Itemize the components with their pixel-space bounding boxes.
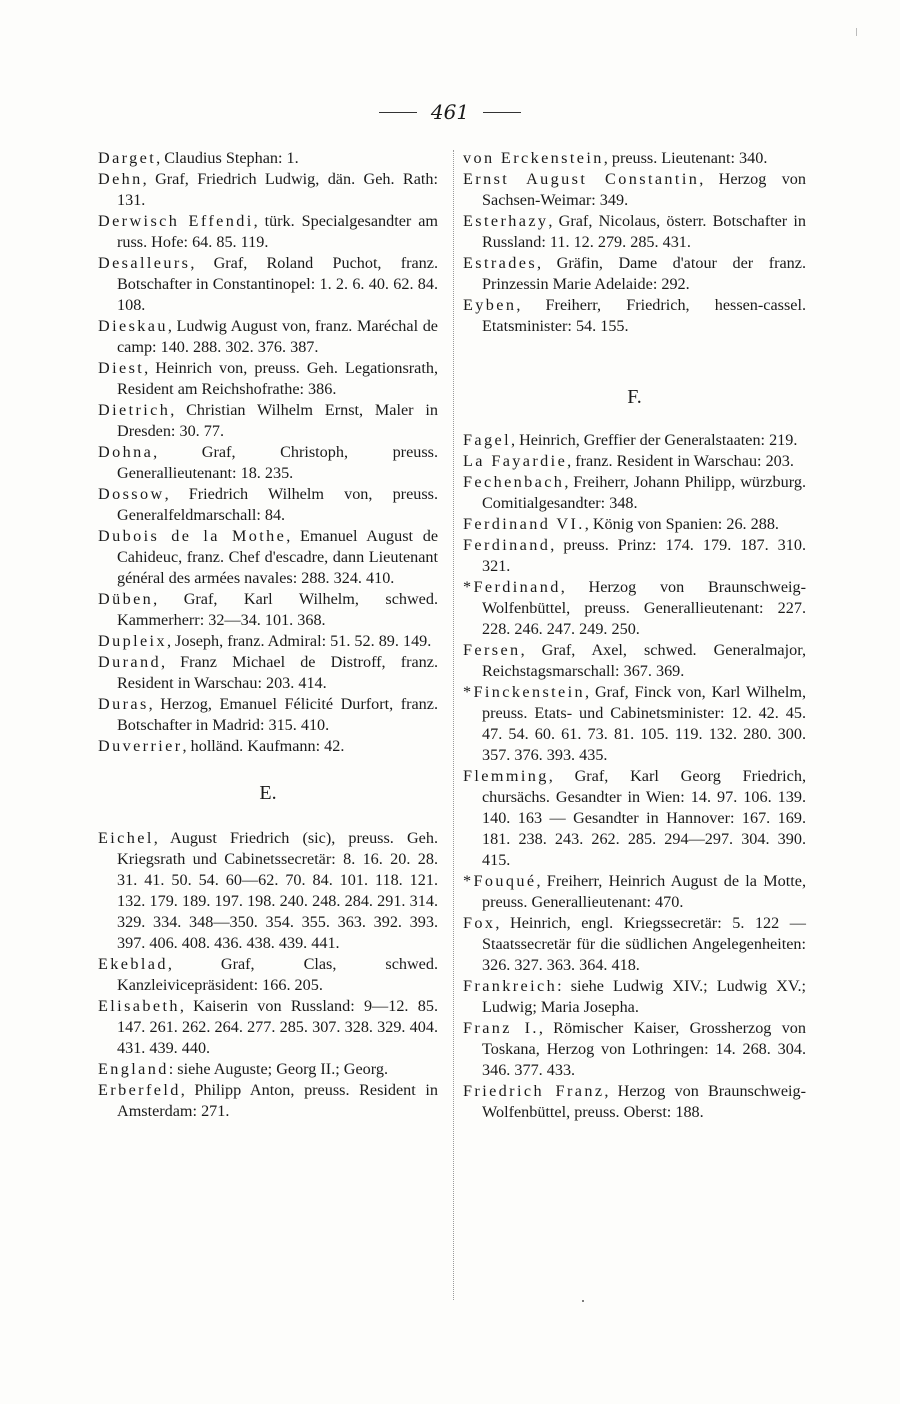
entry-name: Eichel (98, 829, 154, 847)
entry-text: , Graf, Friedrich Ludwig, dän. Geh. Rath: 131. (117, 170, 438, 209)
entry-name: Duverrier (98, 737, 183, 755)
entry-text: , Freiherr, Heinrich August de la Motte, preuss. Generallieutenant: 470. (482, 872, 806, 911)
page-header (0, 100, 900, 124)
entry-name: England (98, 1060, 169, 1078)
index-entry (463, 682, 806, 766)
index-entry (98, 211, 438, 253)
index-entry (98, 316, 438, 358)
index-entry (463, 169, 806, 211)
entry-text: , Gräfin, Dame d'atour der franz. Prinzessin Marie Adelaide: 292. (482, 254, 806, 293)
entry-text: , Graf, Finck von, Karl Wilhelm, preuss. Etats- und Cabinetsminister: 12. 42. 45. 47. 54. 60. 61. 73. 81. 105. 119. 132. 280. 300. 357. 376. 393. 435. (482, 683, 806, 764)
entry-name: Dehn (98, 170, 143, 188)
entry-text: , Emanuel August de Cahideuc, franz. Chef d'escadre, dann Lieutenant général des armées navales: 288. 324. 410. (117, 527, 438, 587)
entry-text: , Heinrich von, preuss. Geh. Legationsrath, Resident am Reichshofrathe: 386. (117, 359, 438, 398)
entry-name: Diest (98, 359, 145, 377)
entry-text: , Graf, Nicolaus, österr. Botschafter in Russland: 11. 12. 279. 285. 431. (482, 212, 806, 251)
entry-name: *Finckenstein (463, 683, 586, 701)
index-entry (98, 484, 438, 526)
index-entry (463, 871, 806, 913)
left-column (98, 148, 438, 1122)
entry-text: , franz. Resident in Warschau: 203. (567, 452, 794, 470)
index-entry (98, 652, 438, 694)
print-speck (582, 1300, 584, 1302)
entry-name: Desalleurs (98, 254, 191, 272)
entry-text: , Römischer Kaiser, Grossherzog von Toskana, Herzog von Lothringen: 14. 268. 304. 346. 377. 433. (482, 1019, 806, 1079)
entry-text: , Herzog von Sachsen-Weimar: 349. (482, 170, 806, 209)
entry-text: , preuss. Prinz: 174. 179. 187. 310. 321. (482, 536, 806, 575)
section-heading-f: F. (627, 386, 642, 408)
index-entry (463, 1081, 806, 1123)
entry-name: Fagel (463, 431, 511, 449)
entry-name: Ekeblad (98, 955, 168, 973)
entry-text: , Friedrich Wilhelm von, preuss. Generalfeldmarschall: 84. (117, 485, 438, 524)
index-entry (98, 694, 438, 736)
index-entry (98, 828, 438, 954)
index-entry (463, 295, 806, 337)
entry-name: Ferdinand VI. (463, 515, 585, 533)
entry-text: , Freiherr, Friedrich, hessen-cassel. Etatsminister: 54. 155. (482, 296, 806, 335)
index-entry (463, 577, 806, 640)
section-heading-e: E. (259, 782, 277, 804)
header-rule-right (483, 112, 521, 113)
index-entry (463, 430, 806, 451)
entry-text: , Herzog, Emanuel Félicité Durfort, franz. Botschafter in Madrid: 315. 410. (117, 695, 438, 734)
entry-text: , Graf, Axel, schwed. Generalmajor, Reichstagsmarschall: 367. 369. (482, 641, 806, 680)
index-entry (463, 451, 806, 472)
right-column (463, 148, 806, 1123)
index-entry (98, 736, 438, 757)
index-entry (463, 640, 806, 682)
entry-name: Fechenbach (463, 473, 565, 491)
entry-name: Flemming (463, 767, 549, 785)
index-entry (463, 913, 806, 976)
index-entry (463, 976, 806, 1018)
entry-text: , Claudius Stephan: 1. (156, 149, 299, 167)
index-entry (463, 514, 806, 535)
entries-d (98, 148, 438, 757)
index-entry (98, 400, 438, 442)
entry-name: Dieskau (98, 317, 168, 335)
index-entry (98, 253, 438, 316)
entry-name: *Ferdinand (463, 578, 561, 596)
entries-e (98, 828, 438, 1122)
entry-name: Dupleix (98, 632, 167, 650)
margin-mark (856, 28, 857, 36)
index-entry (98, 358, 438, 400)
index-entry (98, 589, 438, 631)
entry-name: Düben (98, 590, 154, 608)
entry-text: , preuss. Lieutenant: 340. (603, 149, 768, 167)
entry-name: Fox (463, 914, 496, 932)
entry-text: , Graf, Karl Georg Friedrich, chursächs. Gesandter in Wien: 14. 97. 106. 139. 140. 163 — Gesandter in Hannover: 167. 169. 181. 238. 243. 262. 285. 294—297. 304. 390. 415. (482, 767, 806, 869)
entry-text: : siehe Auguste; Georg II.; Georg. (168, 1060, 388, 1078)
entry-text: , Graf, Clas, schwed. Kanzleivicepräsident: 166. 205. (117, 955, 438, 994)
index-entry (463, 535, 806, 577)
entry-name: La Fayardie (463, 452, 568, 470)
page-number: 461 (430, 100, 470, 124)
entries-e-continued (463, 148, 806, 337)
entry-text: , Graf, Christoph, preuss. Generallieutenant: 18. 235. (117, 443, 438, 482)
entry-name: Estrades (463, 254, 538, 272)
entry-name: Esterhazy (463, 212, 549, 230)
entry-text: , Freiherr, Johann Philipp, würzburg. Comitialgesandter: 348. (482, 473, 806, 512)
entry-name: Friedrich Franz (463, 1082, 605, 1100)
entry-text: , Heinrich, Greffier der Generalstaaten: 219. (510, 431, 798, 449)
entries-f (463, 430, 806, 1123)
entry-name: Ferdinand (463, 536, 551, 554)
entry-text: , Joseph, franz. Admiral: 51. 52. 89. 149. (166, 632, 432, 650)
entry-name: Durand (98, 653, 161, 671)
entry-text: , Heinrich, engl. Kriegssecretär: 5. 122 — Staatssecretär für die südlichen Angelegenheiten: 326. 327. 363. 364. 418. (482, 914, 806, 974)
entry-name: Franz I. (463, 1019, 539, 1037)
index-entry (463, 472, 806, 514)
entry-name: Dietrich (98, 401, 171, 419)
entry-name: Duras (98, 695, 149, 713)
entry-name: Dubois de la Mothe (98, 527, 287, 545)
entry-text: , Philipp Anton, preuss. Resident in Amsterdam: 271. (117, 1081, 438, 1120)
entry-text: , holländ. Kaufmann: 42. (182, 737, 345, 755)
entry-name: von Erckenstein (463, 149, 604, 167)
column-divider (453, 150, 454, 1300)
entry-name: Erberfeld (98, 1081, 181, 1099)
index-entry (463, 148, 806, 169)
index-entry (98, 148, 438, 169)
index-entry (98, 1080, 438, 1122)
entry-text: , Franz Michael de Distroff, franz. Resident in Warschau: 203. 414. (117, 653, 438, 692)
entry-text: , Herzog von Braunschweig-Wolfenbüttel, preuss. Oberst: 188. (482, 1082, 806, 1121)
entry-name: Eyben (463, 296, 517, 314)
index-entry (98, 1059, 438, 1080)
entry-name: Fersen (463, 641, 521, 659)
entry-text: : siehe Ludwig XIV.; Ludwig XV.; Ludwig; Maria Josepha. (482, 977, 806, 1016)
index-entry (98, 526, 438, 589)
entry-name: Dossow (98, 485, 165, 503)
index-entry (98, 631, 438, 652)
index-entry (98, 169, 438, 211)
index-entry (463, 1018, 806, 1081)
index-entry (463, 211, 806, 253)
entry-text: , Graf, Roland Puchot, franz. Botschafter in Constantinopel: 1. 2. 6. 40. 62. 84. 108. (117, 254, 438, 314)
header-rule-left (379, 112, 417, 113)
entry-name: Ernst August Constantin (463, 170, 700, 188)
index-entry (98, 996, 438, 1059)
entry-text: , Herzog von Braunschweig-Wolfenbüttel, preuss. Generallieutenant: 227. 228. 246. 247. 249. 250. (482, 578, 806, 638)
entry-name: *Fouqué (463, 872, 537, 890)
index-entry (98, 954, 438, 996)
entry-name: Derwisch Effendi (98, 212, 254, 230)
index-entry (463, 253, 806, 295)
entry-name: Darget (98, 149, 157, 167)
entry-text: , Ludwig August von, franz. Maréchal de camp: 140. 288. 302. 376. 387. (117, 317, 438, 356)
entry-text: , Graf, Karl Wilhelm, schwed. Kammerherr: 32—34. 101. 368. (117, 590, 438, 629)
entry-text: , König von Spanien: 26. 288. (584, 515, 779, 533)
entry-name: Frankreich (463, 977, 558, 995)
entry-text: , Christian Wilhelm Ernst, Maler in Dresden: 30. 77. (117, 401, 438, 440)
index-entry (463, 766, 806, 871)
entry-name: Dohna (98, 443, 154, 461)
index-entry (98, 442, 438, 484)
entry-text: , August Friedrich (sic), preuss. Geh. Kriegsrath und Cabinetssecretär: 8. 16. 20. 28. 31. 41. 50. 54. 60—62. 70. 84. 101. 118. 121. 132. 179. 189. 197. 198. 240. 248. 284. 291. 314. 329. 334. 348—350. 354. 355. 363. 392. 393. 397. 406. 408. 436. 438. 439. 441. (117, 829, 438, 952)
entry-text: , türk. Specialgesandter am russ. Hofe: 64. 85. 119. (117, 212, 438, 251)
entry-name: Elisabeth (98, 997, 180, 1015)
entry-text: , Kaiserin von Russland: 9—12. 85. 147. 261. 262. 264. 277. 285. 307. 328. 329. 404. 431. 439. 440. (117, 997, 438, 1057)
